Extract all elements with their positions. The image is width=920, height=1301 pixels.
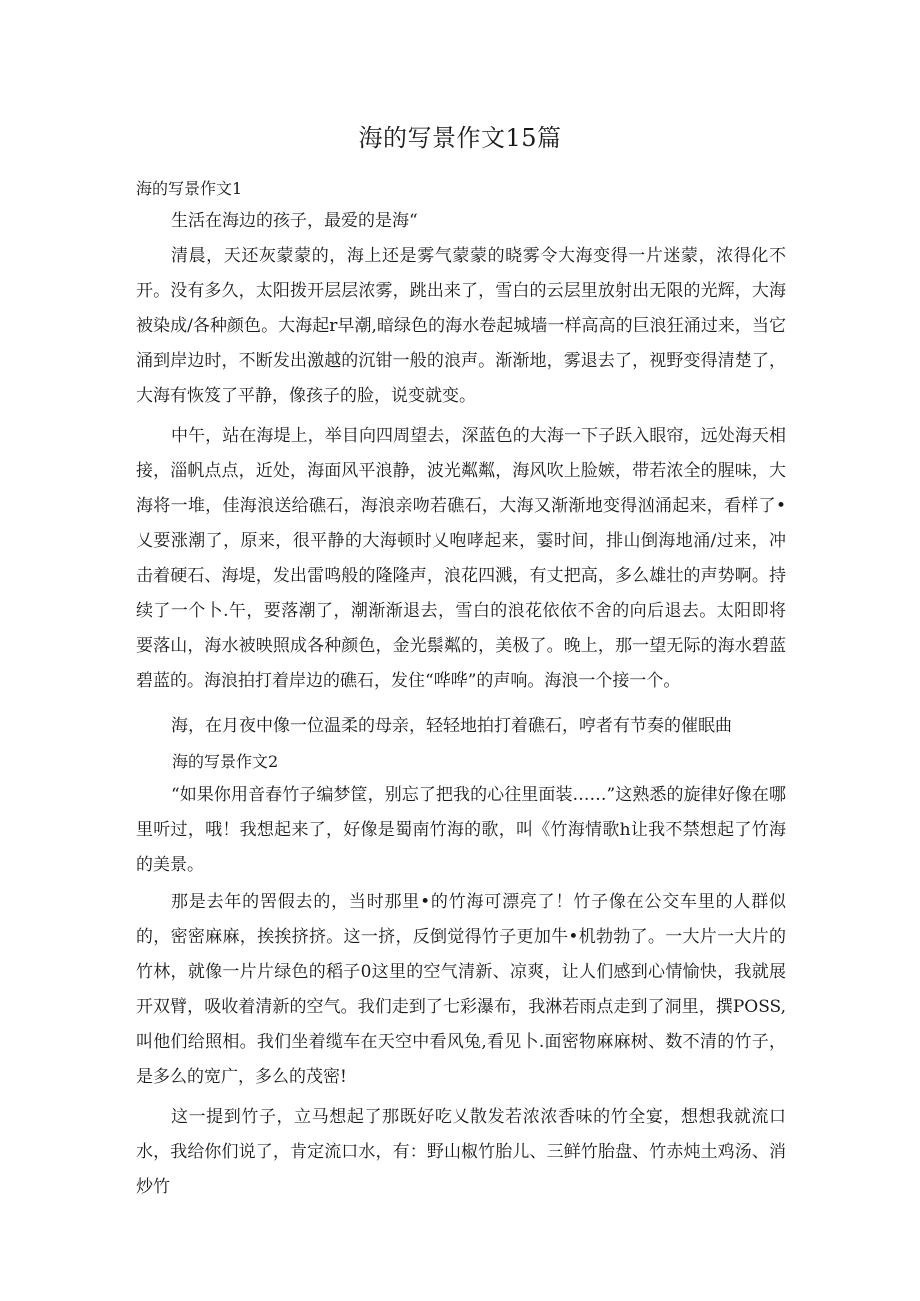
- paragraph-2-2: 那是去年的罟假去的，当时那里•的竹海可漂亮了！竹子像在公交车里的人群似的，密密麻麻，挨挨挤挤。这一挤，反倒觉得竹子更加牛•机勃勃了。一大片一大片的竹林，就像一片片绿色的稻子0这里的空气清新、凉爽，让人们感到心情愉快，我就展开双臂，吸收着清新的空气。我们走到了七彩瀑布，我淋若雨点走到了洞里，撰POSS,叫他们给照相。我们坐着缆车在天空中看风兔,看见卜.面密物麻麻树、数不清的竹子，是多么的宽广，多么的茂密!: [136, 892, 786, 1087]
- section-heading-2: 海的写景作文2: [172, 752, 279, 771]
- paragraph-1-4: 海，在月夜中像一位温柔的母亲，轻轻地拍打着礁石，哼者有节奏的催眠曲: [171, 716, 732, 736]
- paragraph-2-1: “如果你用音春竹子编梦筐，别忘了把我的心往里面装……”这熟悉的旋律好像在哪里听过，哦！我想起来了，好像是蜀南竹海的歌，叫《竹海情歌h让我不禁想起了竹海的美景。: [136, 785, 786, 875]
- document-title: 海的写景作文15篇: [358, 124, 562, 152]
- paragraph-2-3: 这一提到竹子，立马想起了那既好吃乂散发若浓浓香味的竹全宴，想想我就流口水，我给你们说了，肯定流口水，有：野山椒竹胎儿、三鲜竹胎盘、竹赤炖土鸡汤、消炒竹: [136, 1107, 786, 1197]
- section-heading-1: 海的写景作文1: [136, 179, 243, 198]
- paragraph-1-1: 生活在海边的孩子，最爱的是海“: [171, 211, 418, 231]
- paragraph-1-3: 中午，站在海堤上，举目向四周望去，深蓝色的大海一下子跃入眼帘，远处海天相接，淄帆点点，近处，海面风平浪静，波光粼粼，海风吹上脸嫉，带若浓全的腥味，大海将一堆，佳海浪送给礁石，海浪亲吻若礁石，大海又渐渐地变得汹涌起来，看样了•乂要涨潮了，原来，很平静的大海顿时乂咆哮起来，霎时间，排山倒海地涌/过来，冲击着硬石、海堤，发出雷鸣般的隆隆声，浪花四溅，有丈把高，多么雄壮的声势啊。持续了一个卜.午，要落潮了，潮渐渐退去，雪白的浪花依依不舍的向后退去。太阳即将要落山，海水被映照成各种颜色，金光鬃粼的，美极了。晚上，那一望无际的海水碧蓝碧蓝的。海浪拍打着岸边的礁石，发住“哗哗”的声响。海浪一个接一个。: [136, 426, 786, 691]
- paragraph-1-2: 清晨，天还灰蒙蒙的，海上还是雾气蒙蒙的晓雾令大海变得一片迷蒙，浓得化不开。没有多久，太阳拨开层层浓雾，跳出来了，雪白的云层里放射出无限的光辉，大海被染成/各种颜色。大海起r早潮,暗绿色的海水卷起城墙一样高高的巨浪狂涌过来，当它涌到岸边时，不断发出激越的沉钳一般的浪声。渐渐地，雾退去了，视野变得清楚了，大海有恢笈了平静，像孩子的脸，说变就变。: [136, 246, 786, 406]
